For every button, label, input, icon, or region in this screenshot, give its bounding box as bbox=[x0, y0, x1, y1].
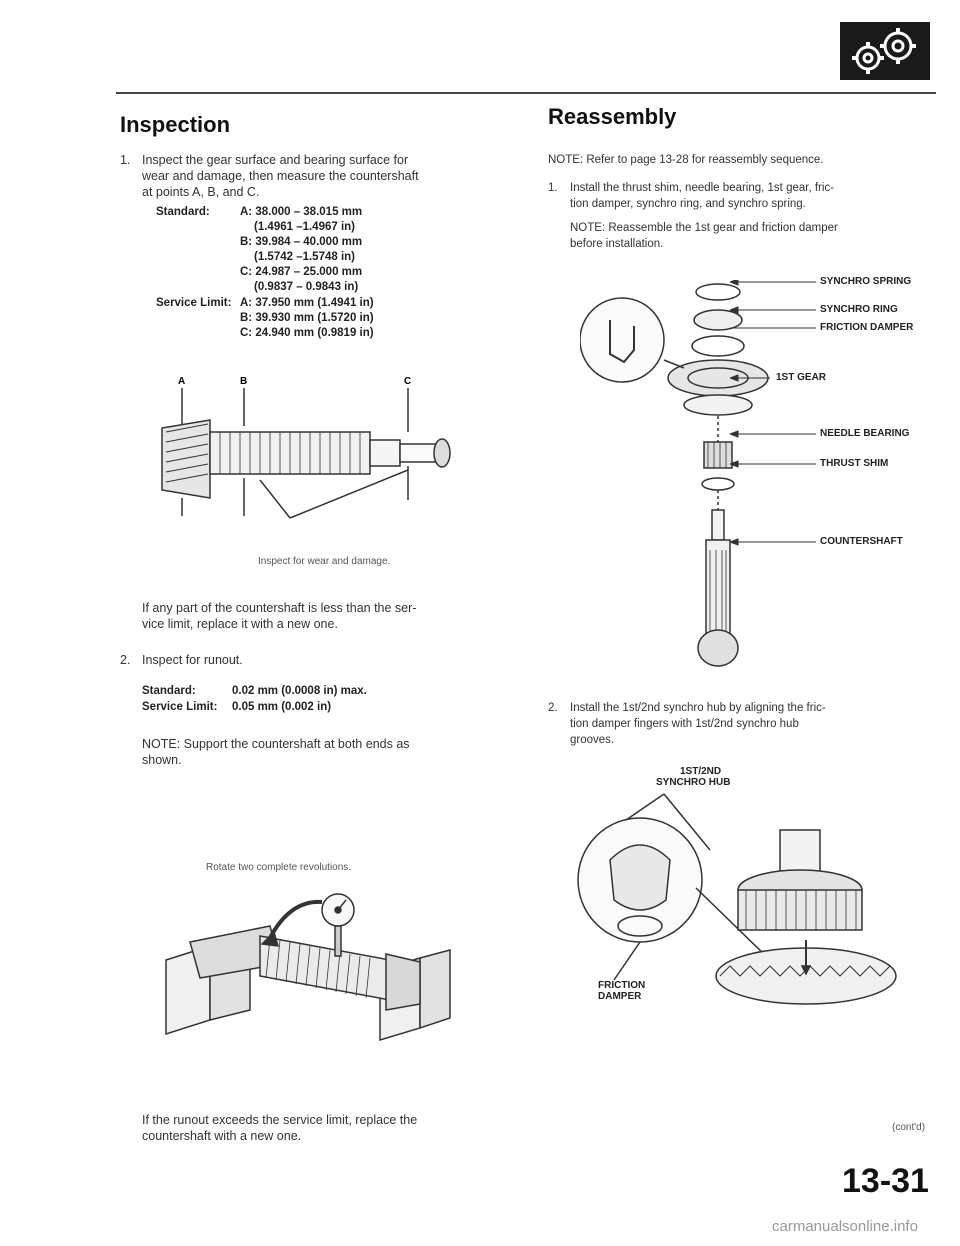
text-line: vice limit, replace it with a new one. bbox=[142, 617, 338, 631]
spec-line: A: 37.950 mm (1.4941 in) bbox=[240, 297, 374, 309]
part-countershaft: COUNTERSHAFT bbox=[820, 536, 903, 547]
text-line: Install the 1st/2nd synchro hub by aligning the fric- bbox=[570, 702, 826, 714]
spec-line: C: 24.940 mm (0.9819 in) bbox=[240, 327, 374, 339]
text-line: Inspect the gear surface and bearing surface for bbox=[142, 153, 409, 167]
reassembly-step1 bbox=[548, 180, 938, 212]
spec-line: (0.9837 – 0.9843 in) bbox=[254, 281, 359, 293]
part-thrust-shim: THRUST SHIM bbox=[820, 458, 889, 469]
label-line: DAMPER bbox=[598, 991, 642, 1002]
part-leaders bbox=[730, 280, 820, 560]
text-line: If the runout exceeds the service limit, replace the bbox=[142, 1113, 418, 1127]
figure-caption: Inspect for wear and damage. bbox=[258, 556, 391, 567]
spec-line: (1.4961 –1.4967 in) bbox=[254, 221, 356, 233]
text-line: grooves. bbox=[570, 734, 615, 746]
countershaft-figure bbox=[150, 370, 470, 530]
text-line: tion damper, synchro ring, and synchro spring. bbox=[570, 198, 806, 210]
part-synchro-spring: SYNCHRO SPRING bbox=[820, 276, 912, 287]
text-line: before installation. bbox=[570, 238, 664, 250]
standard-spec-values bbox=[240, 205, 362, 295]
text-line: NOTE: Support the countershaft at both ends as bbox=[142, 737, 410, 751]
text-line: wear and damage, then measure the countershaft bbox=[142, 169, 419, 183]
standard-spec-label: Standard: bbox=[156, 206, 210, 218]
spec-line: B: 39.930 mm (1.5720 in) bbox=[240, 312, 374, 324]
inspection-step1 bbox=[120, 152, 520, 200]
header-rule bbox=[116, 92, 936, 94]
rotate-caption: Rotate two complete revolutions. bbox=[206, 862, 352, 873]
step-number: 2. bbox=[120, 653, 131, 667]
reassembly-step2 bbox=[548, 700, 938, 748]
label-c: C bbox=[404, 376, 412, 387]
runout-note bbox=[142, 736, 522, 768]
runout-limit-value: 0.05 mm (0.002 in) bbox=[232, 701, 332, 713]
part-synchro-ring: SYNCHRO RING bbox=[820, 304, 898, 315]
service-limit-values bbox=[240, 296, 374, 341]
spec-line: (1.5742 –1.5748 in) bbox=[254, 251, 356, 263]
label-b: B bbox=[240, 376, 248, 387]
reassembly-step1-note bbox=[570, 220, 930, 252]
text-line: Install the thrust shim, needle bearing, 1st gear, fric- bbox=[570, 182, 834, 194]
transmission-gears-icon bbox=[840, 22, 930, 80]
runout-figure bbox=[150, 880, 470, 1060]
text-line: Inspect for runout. bbox=[142, 653, 243, 667]
label-line: FRICTION bbox=[598, 980, 646, 991]
label-line: 1ST/2ND bbox=[680, 766, 722, 777]
spec-line: C: 24.987 – 25.000 mm bbox=[240, 266, 363, 278]
runout-replace-note bbox=[142, 1112, 522, 1144]
part-needle-bearing: NEEDLE BEARING bbox=[820, 428, 910, 439]
spec-line: B: 39.984 – 40.000 mm bbox=[240, 236, 363, 248]
service-limit-label: Service Limit: bbox=[156, 297, 232, 309]
inspection-step2 bbox=[120, 652, 243, 668]
damper-label bbox=[598, 980, 645, 1002]
text-line: NOTE: Reassemble the 1st gear and friction damper bbox=[570, 222, 838, 234]
label-line: SYNCHRO HUB bbox=[656, 777, 731, 788]
runout-standard-value: 0.02 mm (0.0008 in) max. bbox=[232, 685, 367, 697]
reassembly-note: NOTE: Refer to page 13-28 for reassembly sequence. bbox=[548, 154, 824, 166]
step-number: 2. bbox=[548, 702, 558, 714]
watermark: carmanualsonline.info bbox=[772, 1218, 918, 1235]
label-a: A bbox=[178, 376, 186, 387]
step-number: 1. bbox=[548, 182, 558, 194]
step-number: 1. bbox=[120, 153, 131, 167]
page-number: 13-31 bbox=[842, 1162, 929, 1200]
runout-standard-label: Standard: bbox=[142, 685, 196, 697]
runout-limit-label: Service Limit: bbox=[142, 701, 218, 713]
text-line: If any part of the countershaft is less than the ser- bbox=[142, 601, 417, 615]
part-1st-gear: 1ST GEAR bbox=[776, 372, 827, 383]
continued-marker: (cont'd) bbox=[892, 1122, 926, 1133]
replace-note bbox=[142, 600, 522, 632]
hub-label bbox=[656, 766, 730, 788]
text-line: tion damper fingers with 1st/2nd synchro hub bbox=[570, 718, 799, 730]
spec-line: A: 38.000 – 38.015 mm bbox=[240, 206, 363, 218]
text-line: countershaft with a new one. bbox=[142, 1129, 302, 1143]
reassembly-title: Reassembly bbox=[548, 104, 677, 129]
part-friction-damper: FRICTION DAMPER bbox=[820, 322, 914, 333]
inspection-title: Inspection bbox=[120, 112, 231, 137]
text-line: at points A, B, and C. bbox=[142, 185, 260, 199]
text-line: shown. bbox=[142, 753, 182, 767]
